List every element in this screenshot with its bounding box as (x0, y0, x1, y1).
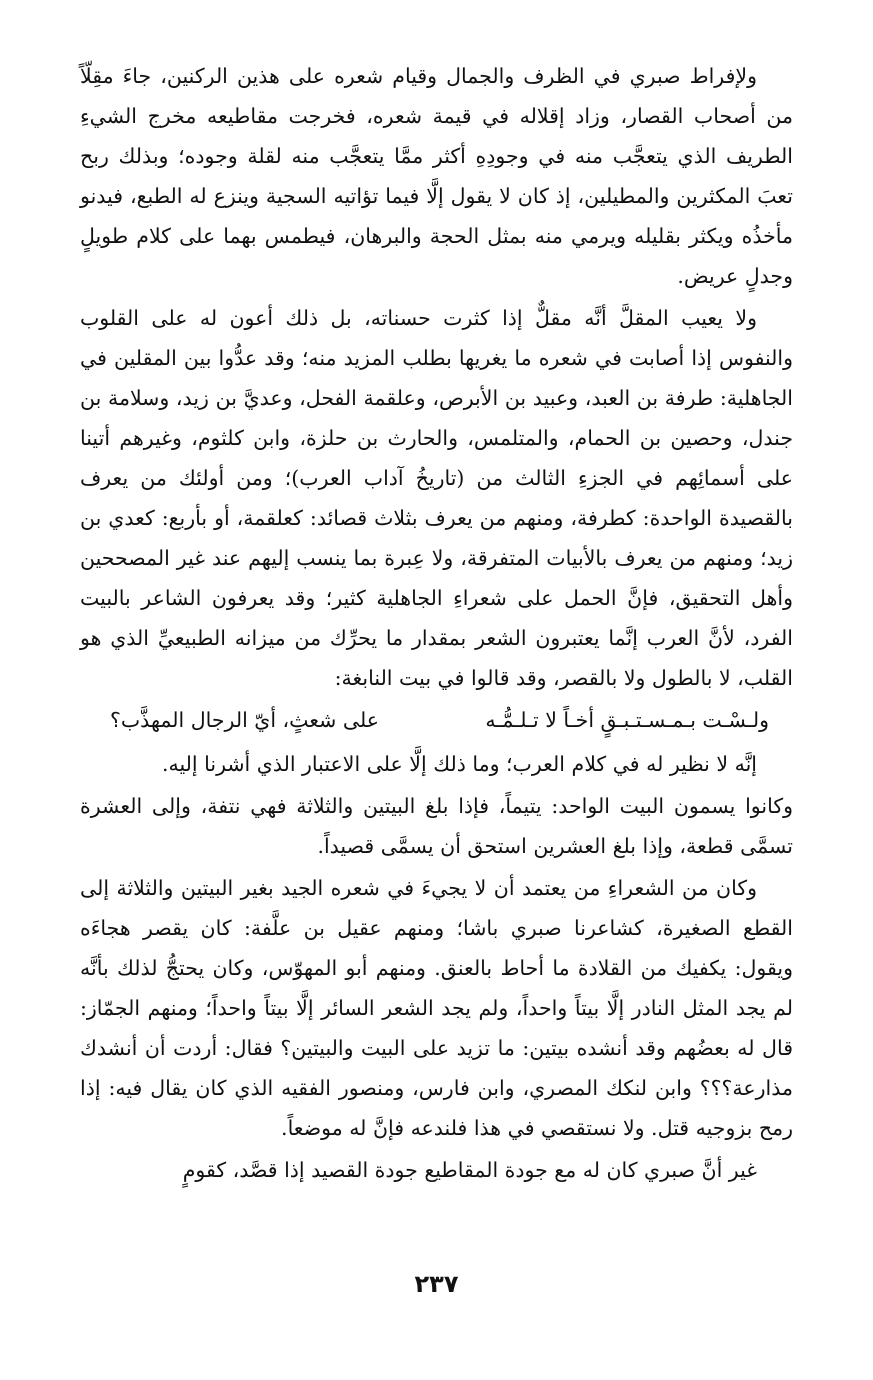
paragraph-6: غير أنَّ صبري كان له مع جودة المقاطيع جودة القصيد إذا قصَّد، كقومٍ (182, 1158, 757, 1182)
page-body (80, 56, 793, 1192)
verse-first-hemistich: ولـسْـت بـمـسـتـبـقٍ أخـاً لا تـلـمُّـه (485, 708, 769, 732)
poetry-verse (80, 700, 793, 740)
paragraph-2: ولا يعيب المقلَّ أنَّه مقلٌّ إذا كثرت حسناته، بل ذلك أعون له على القلوب والنفوس إذا أصابت في شعره ما يغريها بطلب المزيد منه؛ وقد عدُّوا بين المقلين في الجاهلية: طرفة بن العبد، وعبيد بن الأبرص، وعلقمة الفحل، وعديَّ بن زيد، وسلامة بن جندل، وحصين بن الحمام، والمتلمس، والحارث بن حلزة، وابن كلثوم، وغيرهم أتينا على أسمائِهم في الجزءِ الثالث من (تاريخُ آداب العرب)؛ ومن أولئك من يعرف بالقصيدة الواحدة: كطرفة، ومنهم من يعرف بثلاث قصائد: كعلقمة، أو بأربع: كعدي بن زيد؛ ومنهم من يعرف بالأبيات المتفرقة، ولا عِبرة بما ينسب إليهم عند غير المصححين وأهل التحقيق، فإنَّ الحمل على شعراءِ الجاهلية كثير؛ وقد يعرفون الشاعر بالبيت الفرد، لأنَّ العرب إنَّما يعتبرون الشعر بمقدار ما يحرِّك من ميزانه الطبيعيِّ الذي هو القلب، لا بالطول ولا بالقصر، وقد قالوا في بيت النابغة: (80, 306, 793, 690)
paragraph-5: وكان من الشعراءِ من يعتمد أن لا يجيءَ في شعره الجيد بغير البيتين والثلاثة إلى القطع الصغيرة، كشاعرنا صبري باشا؛ ومنهم عقيل بن علَّفة: كان يقصر هجاءَه ويقول: يكفيك من القلادة ما أحاط بالعنق. ومنهم أبو المهوّس، وكان يحتجُّ لذلك بأنَّه لم يجد المثل النادر إلَّا بيتاً واحداً، ولم يجد الشعر السائر إلَّا بيتاً واحداً؛ ومنهم الجمّاز: قال له بعضُهم وقد أنشده بيتين: ما تزيد على البيت والبيتين؟ فقال: أردت أن أنشدك مذارعة؟؟؟ وابن لنكك المصري، وابن فارس، ومنصور الفقيه الذي كان يقال فيه: إذا رمح بزوجيه قتل. ولا نستقصي في هذا فلندعه فإنَّ له موضعاً. (80, 876, 793, 1140)
verse-second-hemistich: على شعثٍ، أيّ الرجال المهذَّب؟ (110, 708, 379, 732)
paragraph-4: وكانوا يسمون البيت الواحد: يتيماً، فإذا بلغ البيتين والثلاثة فهي نتفة، وإلى العشرة تسمَّى قطعة، وإذا بلغ العشرين استحق أن يسمَّى قصيداً. (80, 794, 793, 858)
paragraph-3: إنَّه لا نظير له في كلام العرب؛ وما ذلك إلَّا على الاعتبار الذي أشرنا إليه. (161, 752, 757, 776)
page-number: ٢٣٧ (414, 1270, 459, 1298)
paragraph-1: ولإفراط صبري في الظرف والجمال وقيام شعره على هذين الركنين، جاءَ مقِلّاً من أصحاب القصار، وزاد إقلاله في قيمة شعره، فخرجت مقاطيعه مخرج الشيءِ الطريف الذي يتعجَّب منه في وجودِهِ أكثر ممَّا يتعجَّب منه لقلة وجوده؛ وبذلك ربح تعبَ المكثرين والمطيلين، إذ كان لا يقول إلَّا فيما تؤاتيه السجية وينزع له الطبع، فيدنو مأخذُه ويكثر بقليله ويرمي منه بمثل الحجة والبرهان، فيطمس بهما على كلام طويلٍ وجدلٍ عريض. (80, 64, 793, 288)
